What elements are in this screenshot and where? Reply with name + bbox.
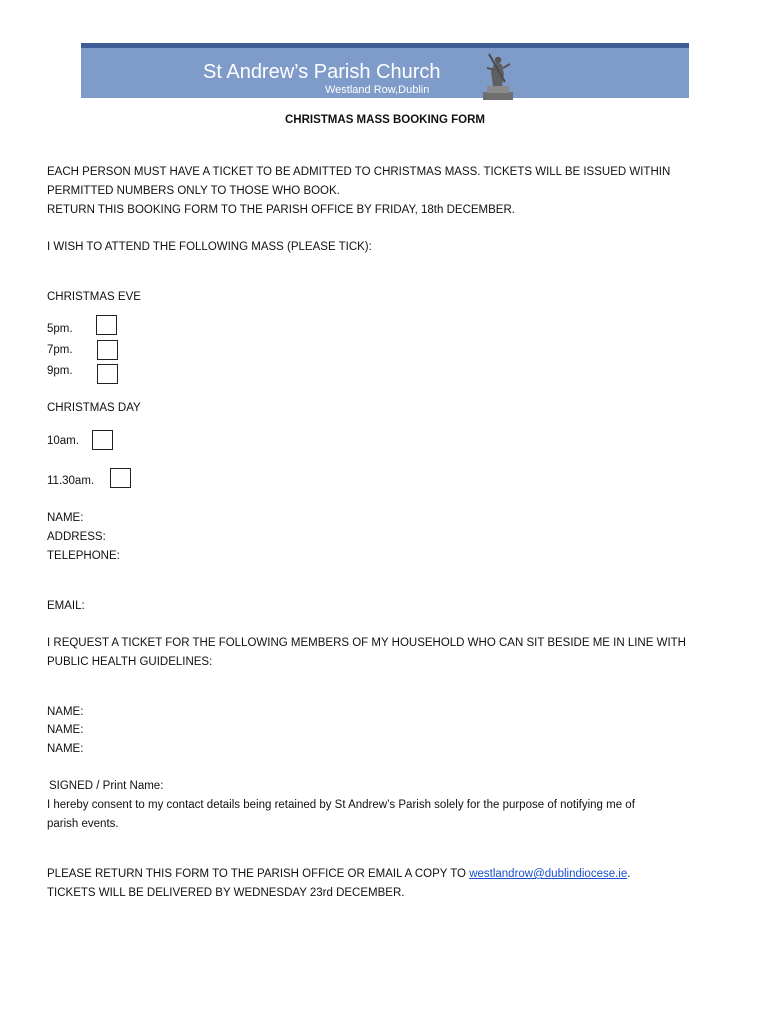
eve-time-5pm-label: 5pm. — [47, 323, 73, 335]
email-field-label: EMAIL: — [47, 600, 85, 612]
form-title: CHRISTMAS MASS BOOKING FORM — [285, 114, 485, 126]
household-name-1-label: NAME: — [47, 706, 84, 718]
household-line-1: I REQUEST A TICKET FOR THE FOLLOWING MEMBERS OF MY HOUSEHOLD WHO CAN SIT BESIDE ME IN LINE WITH — [47, 637, 686, 649]
intro-line-2: PERMITTED NUMBERS ONLY TO THOSE WHO BOOK. — [47, 185, 340, 197]
christmas-eve-heading: CHRISTMAS EVE — [47, 291, 141, 303]
day-1130am-checkbox[interactable] — [110, 468, 131, 488]
day-time-10am-label: 10am. — [47, 435, 79, 447]
telephone-field-label: TELEPHONE: — [47, 550, 120, 562]
header-banner — [81, 43, 689, 98]
household-line-2: PUBLIC HEALTH GUIDELINES: — [47, 656, 213, 668]
day-time-1130am-label: 11.30am. — [47, 475, 95, 487]
delivery-notice: TICKETS WILL BE DELIVERED BY WEDNESDAY 23rd DECEMBER. — [47, 887, 405, 899]
consent-line-2: parish events. — [47, 818, 119, 830]
church-name: St Andrew’s Parish Church — [203, 61, 441, 83]
statue-icon — [477, 52, 517, 100]
church-address: Westland Row,Dublin — [325, 84, 430, 96]
day-10am-checkbox[interactable] — [92, 430, 113, 450]
attend-prompt: I WISH TO ATTEND THE FOLLOWING MASS (PLEASE TICK): — [47, 241, 372, 253]
eve-time-7pm-label: 7pm. — [47, 344, 73, 356]
email-link[interactable]: westlandrow@dublindiocese.ie — [469, 868, 628, 880]
eve-time-9pm-label: 9pm. — [47, 365, 73, 377]
intro-line-1: EACH PERSON MUST HAVE A TICKET TO BE ADMITTED TO CHRISTMAS MASS. TICKETS WILL BE ISSUED WITHIN — [47, 166, 671, 178]
eve-9pm-checkbox[interactable] — [97, 364, 118, 384]
household-name-3-label: NAME: — [47, 743, 84, 755]
intro-line-3: RETURN THIS BOOKING FORM TO THE PARISH OFFICE BY FRIDAY, 18th DECEMBER. — [47, 204, 515, 216]
household-name-2-label: NAME: — [47, 724, 84, 736]
eve-7pm-checkbox[interactable] — [97, 340, 118, 360]
return-end: . — [627, 868, 631, 880]
christmas-day-heading: CHRISTMAS DAY — [47, 402, 141, 414]
name-field-label: NAME: — [47, 512, 84, 524]
signed-label: SIGNED / Print Name: — [49, 780, 164, 792]
return-instructions — [47, 867, 630, 881]
address-field-label: ADDRESS: — [47, 531, 106, 543]
consent-line-1: I hereby consent to my contact details being retained by St Andrew’s Parish solely for the purpose of notifying me of — [47, 799, 635, 811]
eve-5pm-checkbox[interactable] — [96, 315, 117, 335]
return-text: PLEASE RETURN THIS FORM TO THE PARISH OFFICE OR EMAIL A COPY TO — [47, 868, 470, 880]
